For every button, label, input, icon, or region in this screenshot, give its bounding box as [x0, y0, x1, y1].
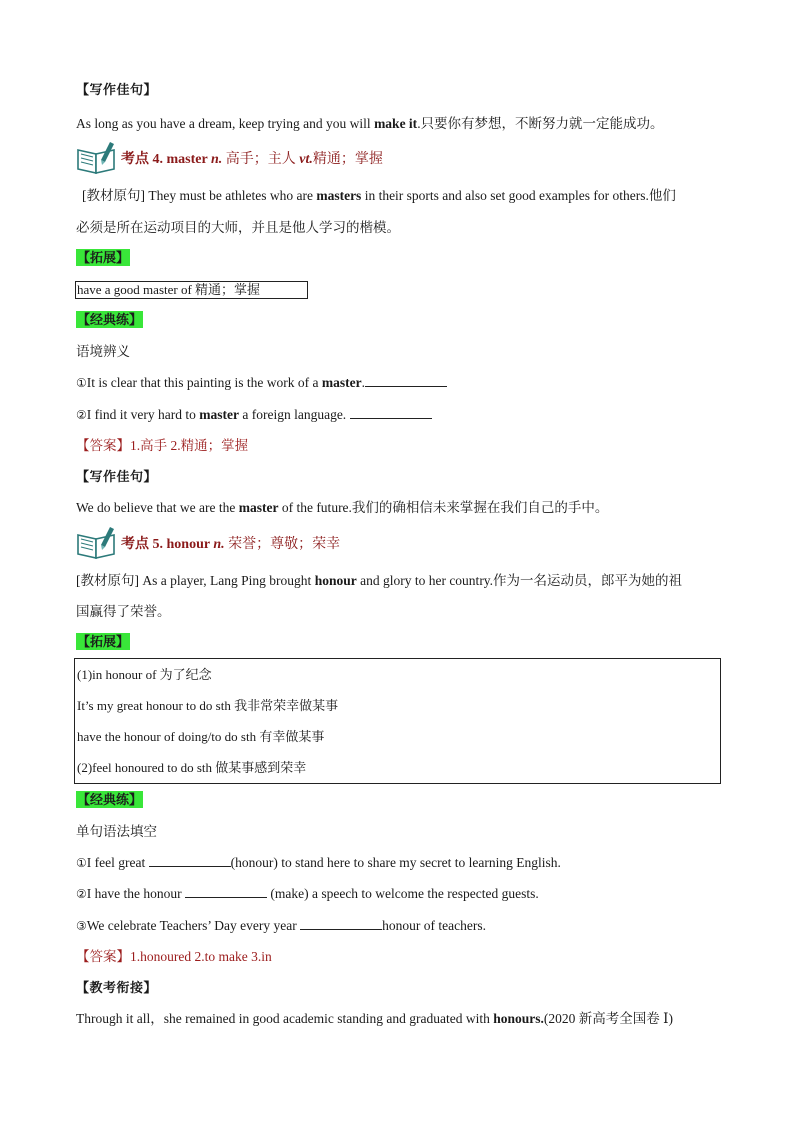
- book-pen-icon: [76, 140, 118, 174]
- section-label-writing-1: 【写作佳句】: [76, 82, 158, 97]
- answer-blank[interactable]: [300, 917, 382, 930]
- source-sentence-5: [教材原句] As a player, Lang Ping brought honour and glory to her country.作为一名运动员，郎平为她的祖: [76, 573, 683, 588]
- question-4-2: ②I find it very hard to master a foreign language.: [76, 405, 432, 425]
- extension-row: have the honour of doing/to do sth 有幸做某事: [77, 729, 325, 744]
- answer-blank[interactable]: [185, 885, 267, 898]
- answer-blank[interactable]: [365, 374, 447, 387]
- answer-5: 【答案】1.honoured 2.to make 3.in: [76, 949, 272, 964]
- question-5-2: ②I have the honour (make) a speech to welcome the respected guests.: [76, 886, 539, 901]
- practice-subtitle-5: 单句语法填空: [76, 824, 157, 839]
- source-sentence-4: [教材原句] They must be athletes who are masters in their sports and also set good examples for others.他们: [82, 188, 676, 203]
- extension-row: (1)in honour of 为了纪念: [77, 667, 212, 682]
- label-practice-4: 【经典练】: [77, 312, 143, 327]
- extension-box-4: have a good master of 精通；掌握: [75, 281, 308, 299]
- section-label-writing-2: 【写作佳句】: [76, 469, 158, 484]
- extension-row: It’s my great honour to do sth 我非常荣幸做某事: [77, 698, 339, 713]
- question-5-3: ③We celebrate Teachers’ Day every year honour of teachers.: [76, 918, 486, 933]
- writing-sentence-1: As long as you have a dream, keep trying and you will make it.只要你有梦想，不断努力就一定能成功。: [76, 116, 664, 131]
- label-extension-5: 【拓展】: [77, 634, 130, 649]
- question-5-1: ①I feel great (honour) to stand here to share my secret to learning English.: [76, 855, 561, 870]
- exam-link-sentence: Through it all，she remained in good academic standing and graduated with honours.(2020 新高考全国卷 Ⅰ): [76, 1011, 673, 1026]
- answer-blank[interactable]: [350, 406, 432, 419]
- section-label-link: 【教考衔接】: [76, 980, 158, 995]
- answer-blank[interactable]: [149, 854, 231, 867]
- practice-subtitle-4: 语境辨义: [76, 344, 130, 359]
- extension-row: (2)feel honoured to do sth 做某事感到荣幸: [77, 760, 307, 775]
- source-sentence-5-cont: 国赢得了荣誉。: [76, 604, 171, 619]
- answer-4: 【答案】1.高手 2.精通；掌握: [76, 438, 249, 453]
- writing-sentence-2: We do believe that we are the master of the future.我们的确相信未来掌握在我们自己的手中。: [76, 500, 609, 515]
- book-pen-icon: [76, 525, 118, 559]
- source-sentence-4-cont: 必须是所在运动项目的大师，并且是他人学习的楷模。: [76, 220, 400, 235]
- label-practice-5: 【经典练】: [77, 792, 143, 807]
- question-4-1: ①It is clear that this painting is the work of a master.: [76, 373, 447, 393]
- extension-box-5: [74, 658, 721, 784]
- label-extension-4: 【拓展】: [77, 250, 130, 265]
